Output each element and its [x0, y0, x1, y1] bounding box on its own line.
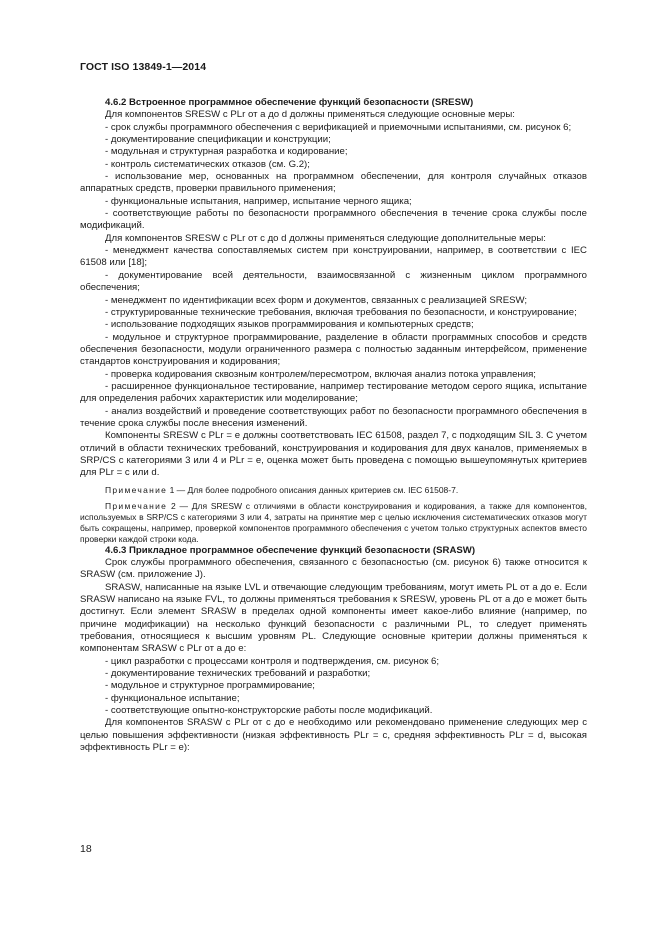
list-item: - модульное и структурное программирование;: [105, 680, 315, 692]
list-item: - документирование всей деятельности, взаимосвязанной с жизненным циклом программного обеспечения;: [80, 269, 587, 294]
note-2: [80, 501, 587, 545]
page-number: 18: [80, 843, 92, 855]
paragraph: Для компонентов SRESW с PLr от c до d должны применяться следующие дополнительные меры:: [105, 232, 546, 244]
list-item: - расширенное функциональное тестирование, например тестирование методом серого ящика, испытание для определения рабочих характеристик или моделирование;: [80, 380, 587, 405]
list-item: - функциональное испытание;: [105, 692, 240, 704]
paragraph: Для компонентов SRESW с PLr от a до d должны применяться следующие основные меры:: [105, 109, 515, 121]
paragraph: Для компонентов SRASW с PLr от c до e необходимо или рекомендовано применение следующих мер с целью повышения эффективности (низкая эффективность PLr = c, средняя эффективность PLr = d, высокая эффективность PLr = e):: [80, 717, 587, 754]
list-item: - проверка кодирования сквозным контролем/пересмотром, включая анализ потока управления;: [105, 368, 536, 380]
list-item: - документирование технических требований и разработки;: [105, 668, 371, 680]
section-heading-4-6-3: 4.6.3 Прикладное программное обеспечение функций безопасности (SRASW): [105, 544, 476, 556]
list-item: - структурированные технические требования, включая требования по безопасности, и конструирование;: [105, 306, 577, 318]
list-item: - срок службы программного обеспечения с верификацией и приемочными испытаниями, см. рисунок 6;: [105, 121, 572, 133]
list-item: - использование мер, основанных на программном обеспечении, для контроля случайных отказов аппаратных средств, проверки правильного применения;: [80, 171, 587, 195]
list-item: - модульная и структурная разработка и кодирование;: [105, 146, 348, 158]
list-item: - анализ воздействий и проведение соответствующих работ по безопасности программного обеспечения в течение срока службы после внесения изменений.: [80, 405, 587, 429]
list-item: - модульное и структурное программирование, разделение в области программных способов и средств обеспечения безопасности, модули ограниченного размера с полностью заданным интерфейсом, применение стандартов конструирования и кодирования;: [80, 331, 587, 368]
section-heading-4-6-2: 4.6.2 Встроенное программное обеспечение функций безопасности (SRESW): [105, 97, 474, 108]
list-item: - цикл разработки с процессами контроля и подтверждения, см. рисунок 6;: [105, 655, 440, 667]
list-item: - соответствующие опытно-конструкторские работы после модификаций.: [105, 705, 433, 717]
list-item: - менеджмент качества сопоставляемых систем при конструировании, например, в соответствии с IEC 61508 или [18];: [80, 245, 587, 269]
note-1: [80, 485, 587, 496]
note-text: 2 — Для SRESW с отличиями в области конструирования и кодирования, а также для компонентов, используемых в SRP/CS с категориями 3 или 4, затраты на принятие мер с целью исключения систематических отказов могут быть сокращены, например, проверкой компонентов программного обеспечения с учетом только структурных аспектов вместо проверки каждой строки кода.: [80, 500, 587, 544]
document-header: ГОСТ ISO 13849-1—2014: [80, 61, 207, 73]
note-label: Примечание: [105, 484, 168, 495]
page-content: [80, 97, 587, 755]
paragraph: Срок службы программного обеспечения, связанного с безопасностью (см. рисунок 6) также относится к SRASW (см. приложение J).: [80, 557, 587, 581]
note-label: Примечание: [105, 500, 168, 511]
list-item: - функциональные испытания, например, испытание черного ящика;: [105, 195, 412, 207]
paragraph: Компоненты SRESW с PLr = e должны соответствовать IEC 61508, раздел 7, с подходящим SIL 3. С учетом отличий в области технических требований, конструирования и кодирования для двух каналов, применяемых в SRP/CS с категориями 3 или 4 и PLr = e, оценка может быть проведена с помощью вышеупомянутых критериев для PLr = c или d.: [80, 430, 587, 479]
list-item: - менеджмент по идентификации всех форм и документов, связанных с реализацией SRESW;: [105, 294, 528, 306]
note-text: 1 — Для более подробного описания данных критериев см. IEC 61508-7.: [169, 484, 459, 495]
list-item: - документирование спецификации и конструкции;: [105, 134, 331, 146]
paragraph: SRASW, написанные на языке LVL и отвечающие следующим требованиям, могут иметь PL от a до e. Если SRASW написано на языке FVL, то должны применяться требования к SRESW, уровень PL от a до e может быть достигнут. Если элемент SRASW в пределах одной компоненты имеет какое-либо влияние (например, по причине модификации) на несколько функций безопасности с различными PL, то следует применять требования, относящиеся к высшим уровням PL. Следующие основные критерии должны применяться к компонентам SRASW с PLr от a до e:: [80, 581, 587, 655]
list-item: - использование подходящих языков программирования и компьютерных средств;: [105, 319, 474, 331]
list-item: - контроль систематических отказов (см. G.2);: [105, 158, 310, 170]
list-item: - соответствующие работы по безопасности программного обеспечения в течение срока службы после модификаций.: [80, 208, 587, 232]
